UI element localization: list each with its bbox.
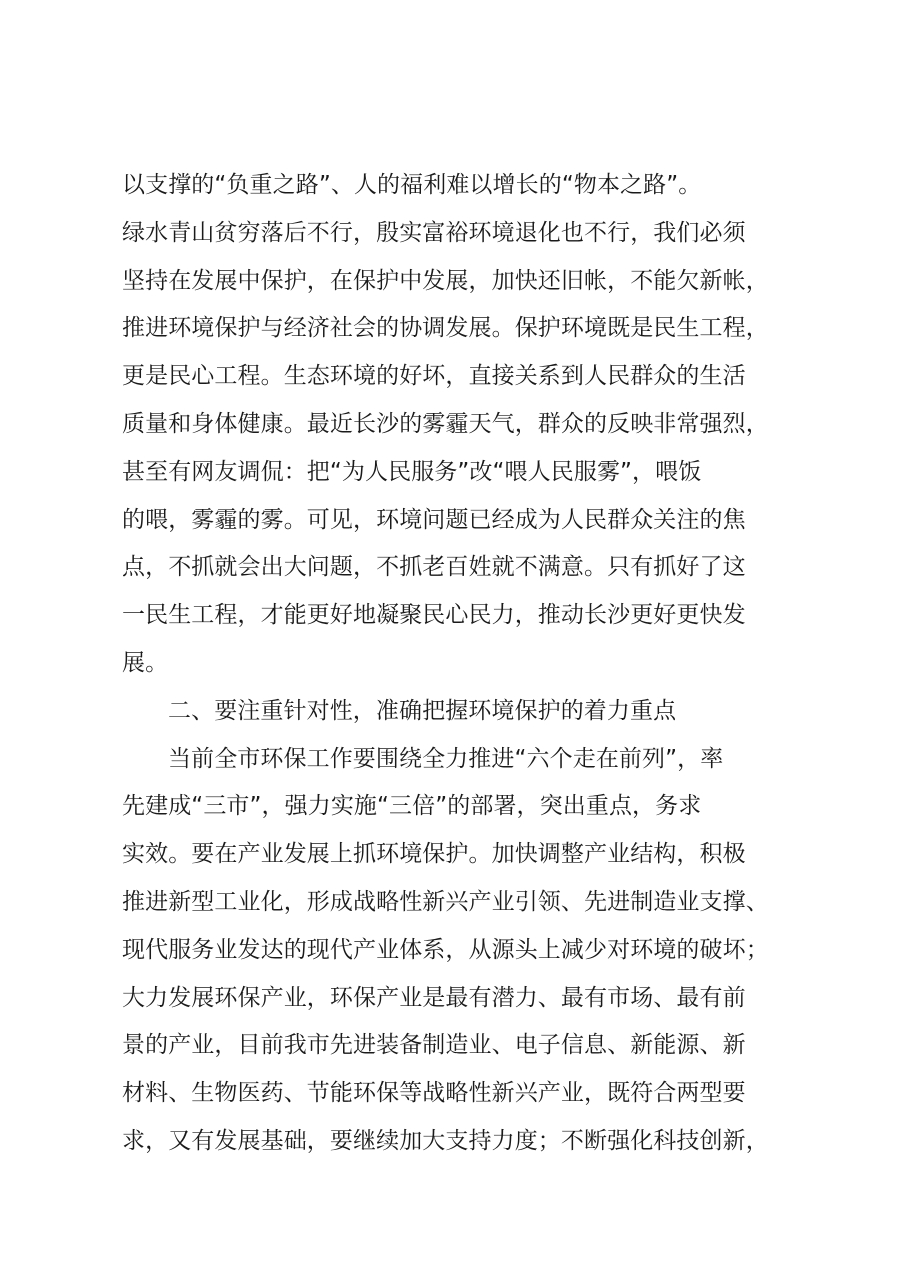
text-line: 质量和身体健康。最近长沙的雾霾天气，群众的反映非常强烈， [122,410,769,437]
text-line: 更是民心工程。生态环境的好坏，直接关系到人民群众的生活 [122,363,746,390]
text-line: 现代服务业发达的现代产业体系，从源头上减少对环境的破坏； [122,936,769,963]
text-line: 推进新型工业化，形成战略性新兴产业引领、先进制造业支撑、 [122,888,769,915]
text-line: 以支撑的“负重之路”、人的福利难以增长的“物本之路”。 [122,172,702,198]
text-line: 材料、生物医药、节能环保等战略性新兴产业，既符合两型要 [122,1080,746,1107]
text-line: 先建成“三市”，强力实施“三倍”的部署，突出重点，务求 [122,793,702,820]
text-line: 求，又有发展基础，要继续加大支持力度；不断强化科技创新， [122,1127,769,1154]
text-line: 一民生工程，才能更好地凝聚民心民力，推动长沙更好更快发 [122,602,746,629]
text-line: 当前全市环保工作要围绕全力推进“六个走在前列”，率 [168,745,724,772]
text-line: 点，不抓就会出大问题，不抓老百姓就不满意。只有抓好了这 [122,554,746,581]
text-line: 推进环境保护与经济社会的协调发展。保护环境既是民生工程， [122,315,769,342]
text-line: 坚持在发展中保护，在保护中发展，加快还旧帐，不能欠新帐， [122,267,769,294]
text-line: 实效。要在产业发展上抓环境保护。加快调整产业结构，积极 [122,841,746,868]
text-line: 的喂，雾霾的雾。可见，环境问题已经成为人民群众关注的焦 [122,506,746,533]
text-line: 二、要注重针对性，准确把握环境保护的着力重点 [168,697,677,724]
text-line: 绿水青山贫穷落后不行，殷实富裕环境退化也不行，我们必须 [122,219,746,246]
text-line: 大力发展环保产业，环保产业是最有潜力、最有市场、最有前 [122,984,746,1011]
text-line: 景的产业，目前我市先进装备制造业、电子信息、新能源、新 [122,1032,746,1059]
body-text [122,162,802,1166]
text-line: 展。 [122,649,169,676]
text-line: 甚至有网友调侃：把“为人民服务”改“喂人民服雾”，喂饭 [122,458,702,485]
